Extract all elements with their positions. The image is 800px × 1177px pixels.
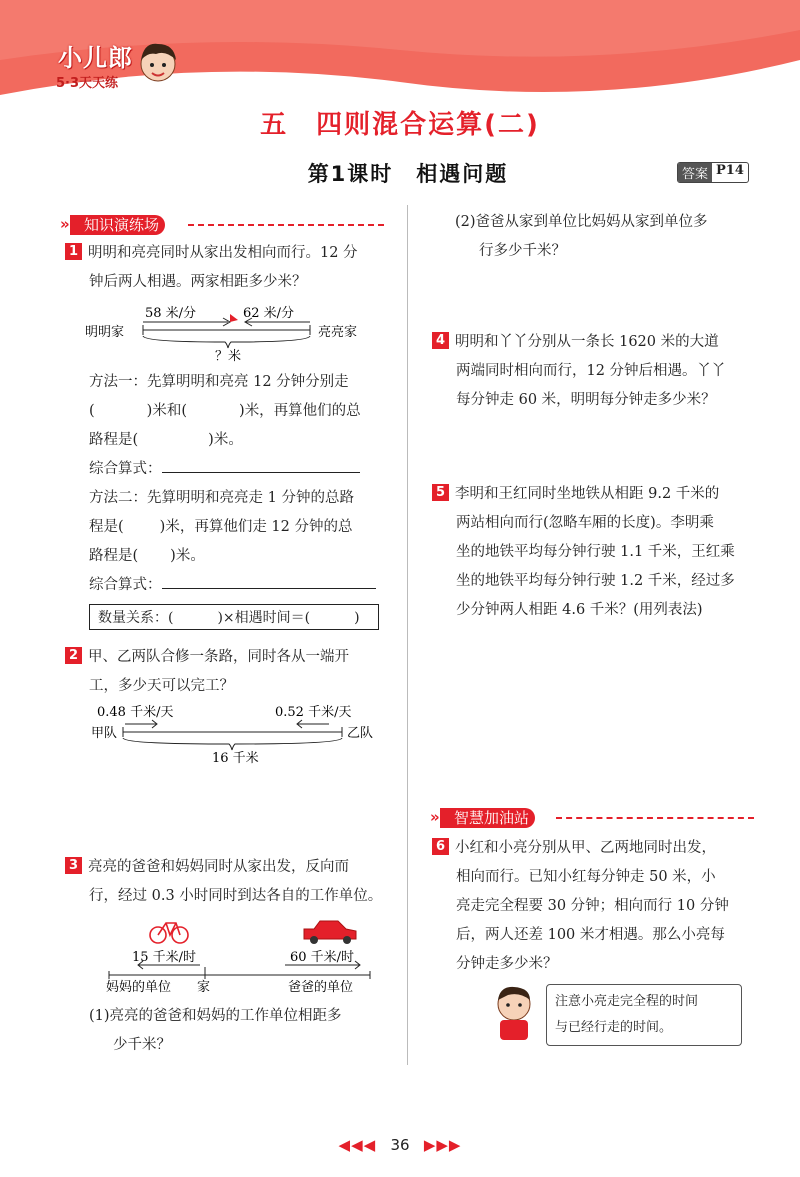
diagram-left-speed: 58 米/分 <box>145 306 197 321</box>
question-text: 工，多少天可以完工？ <box>89 678 234 694</box>
question-3 <box>65 853 405 911</box>
question-text: 小红和小亮分别从甲、乙两地同时出发， <box>455 840 716 856</box>
method-text: 米和( <box>152 403 188 419</box>
q3-diagram <box>100 915 390 997</box>
question-text: 两端同时相向而行，12 分钟后相遇。丫丫 <box>456 363 726 379</box>
question-text: 分钟走多少米？ <box>456 956 558 972</box>
diagram-left-label: 妈妈的单位 <box>106 980 172 995</box>
diagram-left-label: 明明家 <box>85 325 125 340</box>
page-number: 36 <box>390 1136 410 1154</box>
method-text: 方法二：先算明明和亮亮走 1 分钟的总路 <box>89 490 354 506</box>
question-number: 4 <box>432 332 449 349</box>
question-text: 两站相向而行(忽略车厢的长度)。李明乘 <box>456 515 714 531</box>
question-text: 甲、乙两队合修一条路，同时各从一端开 <box>88 649 349 665</box>
question-text: (2)爸爸从家到单位比妈妈从家到单位多 <box>455 214 708 230</box>
question-6 <box>432 834 777 979</box>
diagram-right-label: 乙队 <box>347 726 374 741</box>
brand-series: 5·3天天练 <box>56 76 119 91</box>
method-text: 路程是( <box>89 548 139 564</box>
question-text: 少分钟两人相距 4.6 千米？(用列表法) <box>456 602 703 618</box>
question-text: 钟后两人相遇。两家相距多少米？ <box>89 274 307 290</box>
question-text: 相向而行。已知小红每分钟走 50 米，小 <box>456 869 716 885</box>
method-text: 路程是( <box>89 432 139 448</box>
q2-diagram <box>85 700 385 770</box>
diagram-right-speed: 60 千米/时 <box>290 950 355 965</box>
answer-label: 答案 <box>678 163 712 182</box>
question-5 <box>432 480 777 625</box>
question-text: 明明和丫丫分别从一条长 1620 米的大道 <box>455 334 719 350</box>
tip-text: 注意小亮走完全程的时间 <box>555 994 699 1009</box>
formula-label: 综合算式： <box>89 577 162 593</box>
method-text: 米，再算他们的总 <box>244 403 361 419</box>
question-text: 后，两人还差 100 米才相遇。那么小亮每 <box>456 927 725 943</box>
section-divider-line <box>556 817 754 819</box>
diagram-total: 16 千米 <box>212 751 259 766</box>
answer-page: P14 <box>716 163 744 178</box>
question-text: 行多少千米？ <box>479 243 566 259</box>
q1-diagram <box>85 300 385 366</box>
next-arrows-icon: ▶▶▶ <box>423 1136 462 1154</box>
question-text: 坐的地铁平均每分钟行驶 1.1 千米，王红乘 <box>456 544 735 560</box>
meeting-flag-icon <box>230 314 238 322</box>
formula-answer-line[interactable] <box>162 472 360 473</box>
page-footer <box>0 1136 800 1154</box>
method-text: )米。 <box>208 432 243 448</box>
diagram-left-speed: 15 千米/时 <box>132 950 197 965</box>
quantity-relation-box <box>89 604 379 630</box>
method-text: 方法一：先算明明和亮亮 12 分钟分别走 <box>89 374 349 390</box>
question-1 <box>65 239 395 297</box>
section-knowledge-label: 知识演练场 <box>84 216 160 234</box>
question-text: 每分钟走 60 米，明明每分钟走多少米？ <box>456 392 716 408</box>
section-divider-line <box>188 224 384 226</box>
q1-method-1: 方法一：先算明明和亮亮 12 分钟分别走 ( )米和( )米，再算他们的总 路程是( )米。 综合算式： 方法二：先算明明和亮亮走 1 分钟的总路 程是( )米，再算他们走 12 分钟的总 路程是( )米。 综合算式： <box>89 368 399 600</box>
mascot-icon <box>136 38 180 92</box>
question-text: 少千米？ <box>113 1037 171 1053</box>
arrow-icon: » <box>430 808 440 826</box>
tip-text: 与已经行走的时间。 <box>555 1020 673 1035</box>
diagram-right-speed: 0.52 千米/天 <box>275 705 352 720</box>
tip-bubble <box>546 984 742 1046</box>
section-wisdom <box>430 807 535 828</box>
question-text: 坐的地铁平均每分钟行驶 1.2 千米，经过多 <box>456 573 735 589</box>
answer-reference <box>677 162 749 183</box>
relation-text: )×相遇时间＝( <box>217 610 311 626</box>
question-4 <box>432 328 772 415</box>
question-text: (1)亮亮的爸爸和妈妈的工作单位相距多 <box>89 1008 342 1024</box>
column-divider <box>407 205 408 1065</box>
lesson-title: 第1课时 相遇问题 <box>307 162 509 186</box>
method-text: )米。 <box>170 548 205 564</box>
question-text: 亮亮的爸爸和妈妈同时从家出发，反向而 <box>88 859 349 875</box>
diagram-right-label: 爸爸的单位 <box>288 980 354 995</box>
formula-answer-line[interactable] <box>162 588 376 589</box>
diagram-left-speed: 0.48 千米/天 <box>97 705 174 720</box>
bicycle-icon <box>150 923 188 943</box>
section-knowledge <box>60 214 165 235</box>
arrow-icon: » <box>60 215 70 233</box>
question-number: 1 <box>65 243 82 260</box>
method-text: )米，再算他们走 12 分钟的总 <box>159 519 353 535</box>
question-number: 2 <box>65 647 82 664</box>
section-wisdom-label: 智慧加油站 <box>454 809 530 827</box>
question-text: 亮走完全程要 30 分钟；相向而行 10 分钟 <box>456 898 729 914</box>
question-3-part-2 <box>455 208 775 266</box>
car-icon <box>304 921 356 944</box>
diagram-total: ？米 <box>215 349 242 364</box>
diagram-left-label: 甲队 <box>91 726 118 741</box>
brand-logo: 小儿郎 <box>58 44 133 72</box>
question-text: 行，经过 0.3 小时同时到达各自的工作单位。 <box>89 888 383 904</box>
question-number: 5 <box>432 484 449 501</box>
method-text: 程是( <box>89 519 124 535</box>
formula-label: 综合算式： <box>89 461 162 477</box>
diagram-right-speed: 62 米/分 <box>243 306 295 321</box>
question-2 <box>65 643 395 701</box>
prev-arrows-icon: ◀◀◀ <box>338 1136 377 1154</box>
question-number: 3 <box>65 857 82 874</box>
chapter-title: 五 四则混合运算(二) <box>260 110 540 140</box>
question-3-part-1 <box>89 1002 399 1060</box>
student-thinking-icon <box>488 982 540 1042</box>
diagram-mid-label: 家 <box>197 980 211 995</box>
question-text: 明明和亮亮同时从家出发相向而行。12 分 <box>88 245 358 261</box>
question-number: 6 <box>432 838 449 855</box>
diagram-right-label: 亮亮家 <box>318 325 358 340</box>
relation-text: 数量关系：( <box>98 610 174 626</box>
question-text: 李明和王红同时坐地铁从相距 9.2 千米的 <box>455 486 720 502</box>
relation-text: ) <box>354 610 360 626</box>
